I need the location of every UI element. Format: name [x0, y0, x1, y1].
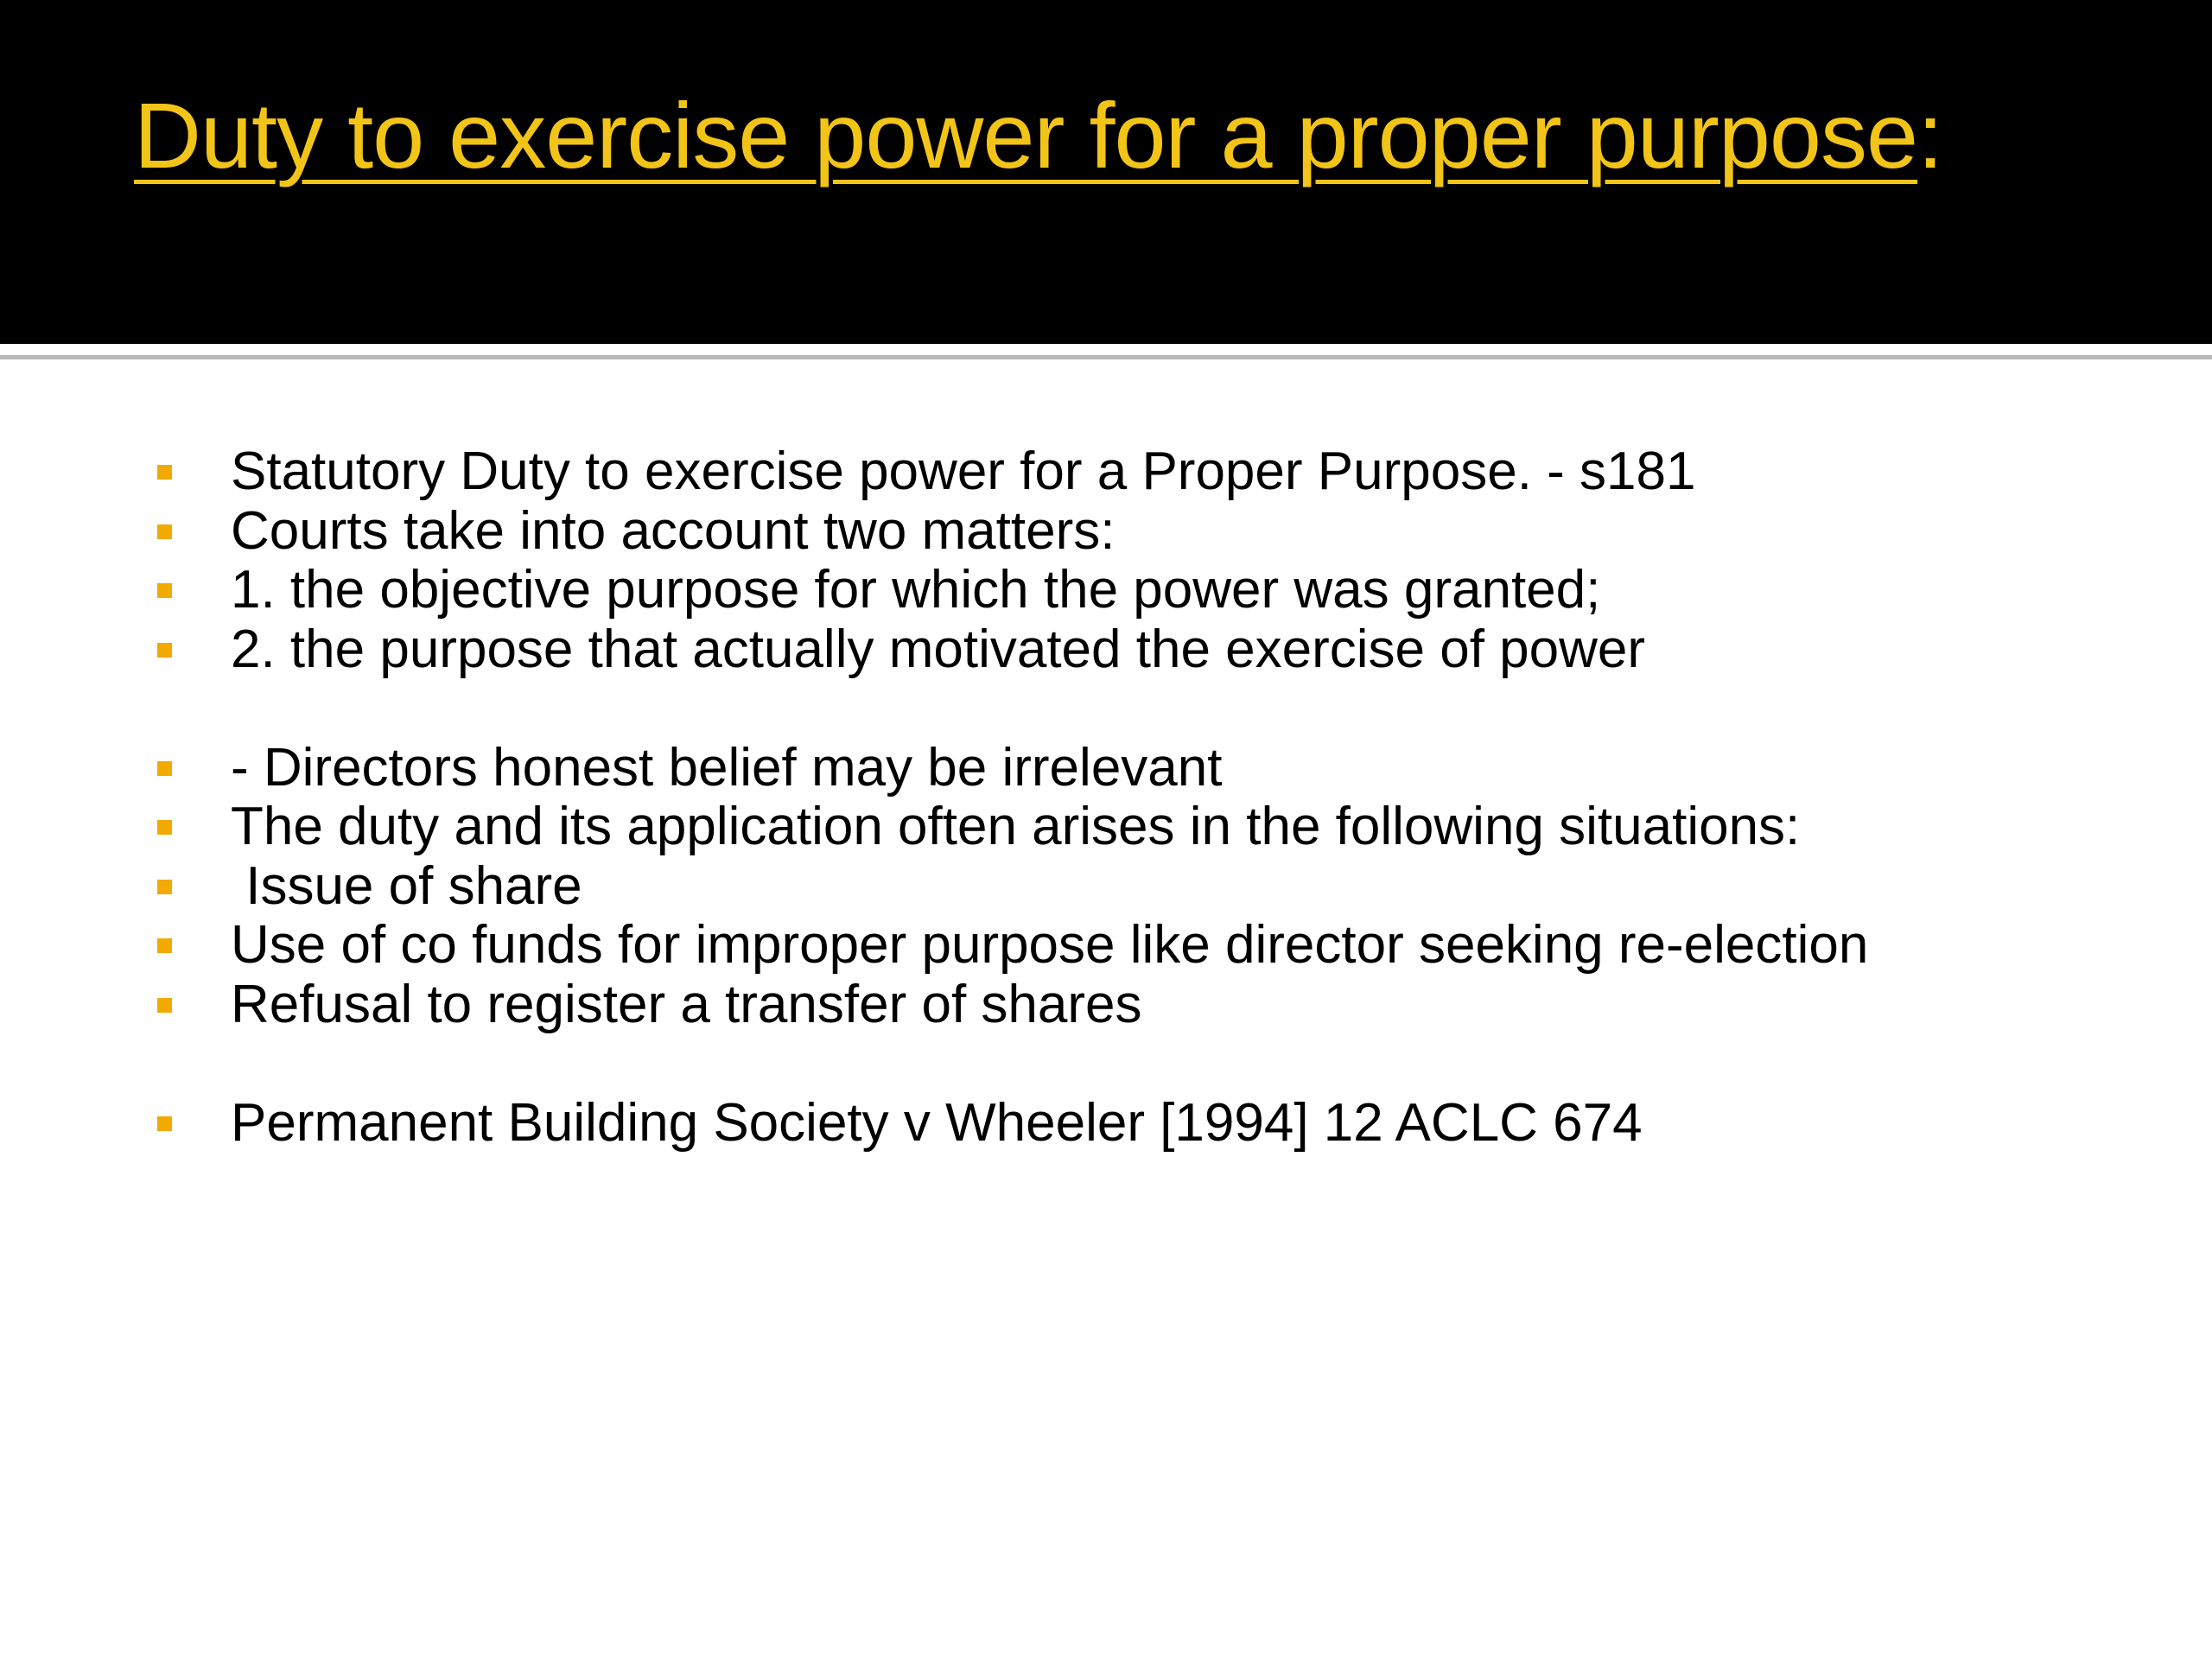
square-bullet-icon: [157, 761, 172, 776]
square-bullet-icon: [157, 643, 172, 658]
slide-title: [134, 79, 1942, 192]
square-bullet-icon: [157, 1116, 172, 1131]
square-bullet-icon: [157, 583, 172, 598]
bullet-text: Use of co funds for improper purpose like director seeking re-election: [231, 915, 1869, 975]
square-bullet-icon: [157, 880, 172, 894]
bullet-item: [147, 976, 1868, 1035]
bullet-item: [147, 442, 1868, 502]
bullet-text: - Directors honest belief may be irrelevant: [231, 737, 1223, 798]
square-bullet-icon: [157, 998, 172, 1013]
bullet-item: [147, 916, 1868, 976]
bullet-item: [147, 561, 1868, 620]
bullet-list: [147, 442, 1868, 1153]
bullet-item: [147, 1094, 1868, 1154]
bullet-text: Refusal to register a transfer of shares: [231, 974, 1142, 1034]
bullet-text: Statutory Duty to exercise power for a Proper Purpose. - s181: [231, 442, 1696, 501]
title-separator-line: [0, 355, 2212, 359]
title-separator: [0, 344, 2212, 353]
square-bullet-icon: [157, 820, 172, 835]
bullet-item: [147, 798, 1868, 857]
slide-title-colon: :: [1917, 83, 1943, 188]
bullet-item: [147, 857, 1868, 917]
square-bullet-icon: [157, 465, 172, 480]
bullet-text: The duty and its application often arises in the following situations:: [231, 797, 1801, 856]
square-bullet-icon: [157, 938, 172, 953]
bullet-text: Issue of share: [231, 855, 582, 916]
bullet-item: [147, 502, 1868, 562]
slide-title-text: Duty to exercise power for a proper purpose: [134, 83, 1918, 188]
bullet-text: 2. the purpose that actually motivated the exercise of power: [231, 619, 1646, 679]
bullet-text: Courts take into account two matters:: [231, 500, 1116, 561]
bullet-text: Permanent Building Society v Wheeler [1994] 12 ACLC 674: [231, 1092, 1643, 1153]
square-bullet-icon: [157, 524, 172, 539]
bullet-item: [147, 739, 1868, 798]
bullet-text: 1. the objective purpose for which the power was granted;: [231, 560, 1601, 620]
bullet-item: [147, 620, 1868, 680]
